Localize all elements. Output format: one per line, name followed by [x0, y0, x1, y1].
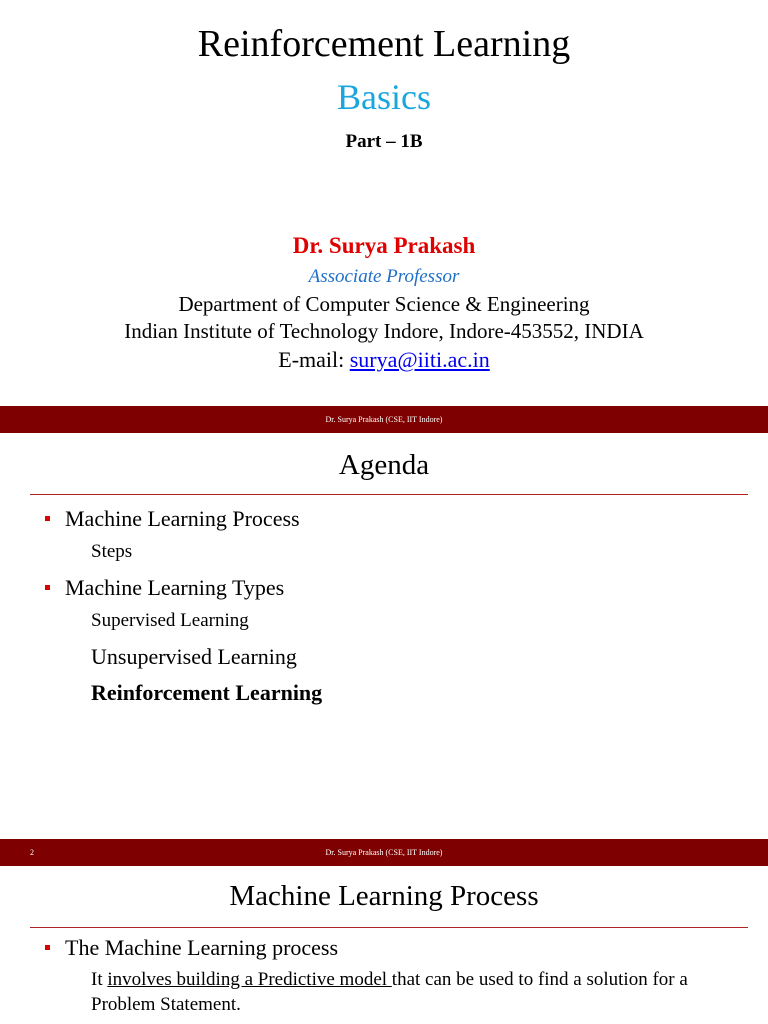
- para-underlined-text: involves building a Predictive model: [107, 969, 392, 990]
- slide-title: Reinforcement Learning: [197, 23, 571, 65]
- page-number: 2: [30, 848, 34, 857]
- ml-process-slide: [0, 866, 768, 1024]
- sub-item-highlighted: Reinforcement Learning: [91, 680, 323, 705]
- para-text-start: It: [91, 969, 108, 990]
- bullet-item: [45, 506, 300, 532]
- bullet-label: The Machine Learning process: [65, 935, 339, 960]
- email-link[interactable]: surya@iiti.ac.in: [349, 347, 490, 372]
- title-divider: [30, 927, 748, 928]
- para-text-end: that can be used to find a solution for a Problem Statement.: [91, 969, 688, 1015]
- title-slide: [0, 0, 768, 406]
- bullet-marker-icon: [45, 945, 50, 950]
- author-name: Dr. Surya Prakash: [292, 233, 476, 258]
- sub-item: Steps: [91, 541, 133, 562]
- slide-footer: [0, 406, 768, 433]
- author-role: Associate Professor: [308, 266, 460, 287]
- bullet-item: [45, 935, 338, 961]
- sub-item: Unsupervised Learning: [91, 644, 297, 669]
- slide-footer: [0, 839, 768, 866]
- sub-item: Supervised Learning: [91, 610, 249, 631]
- title-divider: [30, 494, 748, 495]
- bullet-item: [45, 575, 284, 601]
- bullet-label: Machine Learning Process: [65, 506, 300, 531]
- bullet-label: Machine Learning Types: [65, 575, 285, 600]
- slide-title: Agenda: [338, 449, 430, 481]
- footer-text: Dr. Surya Prakash (CSE, IIT Indore): [325, 415, 443, 424]
- email-line: [0, 347, 768, 373]
- slide-title: Machine Learning Process: [229, 880, 539, 912]
- institute-line: Indian Institute of Technology Indore, Indore-453552, INDIA: [124, 319, 644, 343]
- bullet-marker-icon: [45, 516, 50, 521]
- department-line: Department of Computer Science & Engineering: [178, 292, 590, 316]
- slide-subtitle: Basics: [337, 77, 431, 117]
- body-paragraph: [91, 967, 711, 1017]
- footer-text: Dr. Surya Prakash (CSE, IIT Indore): [325, 848, 443, 857]
- email-label: E-mail:: [278, 347, 350, 372]
- bullet-marker-icon: [45, 585, 50, 590]
- part-label: Part – 1B: [345, 131, 423, 152]
- agenda-slide: [0, 433, 768, 839]
